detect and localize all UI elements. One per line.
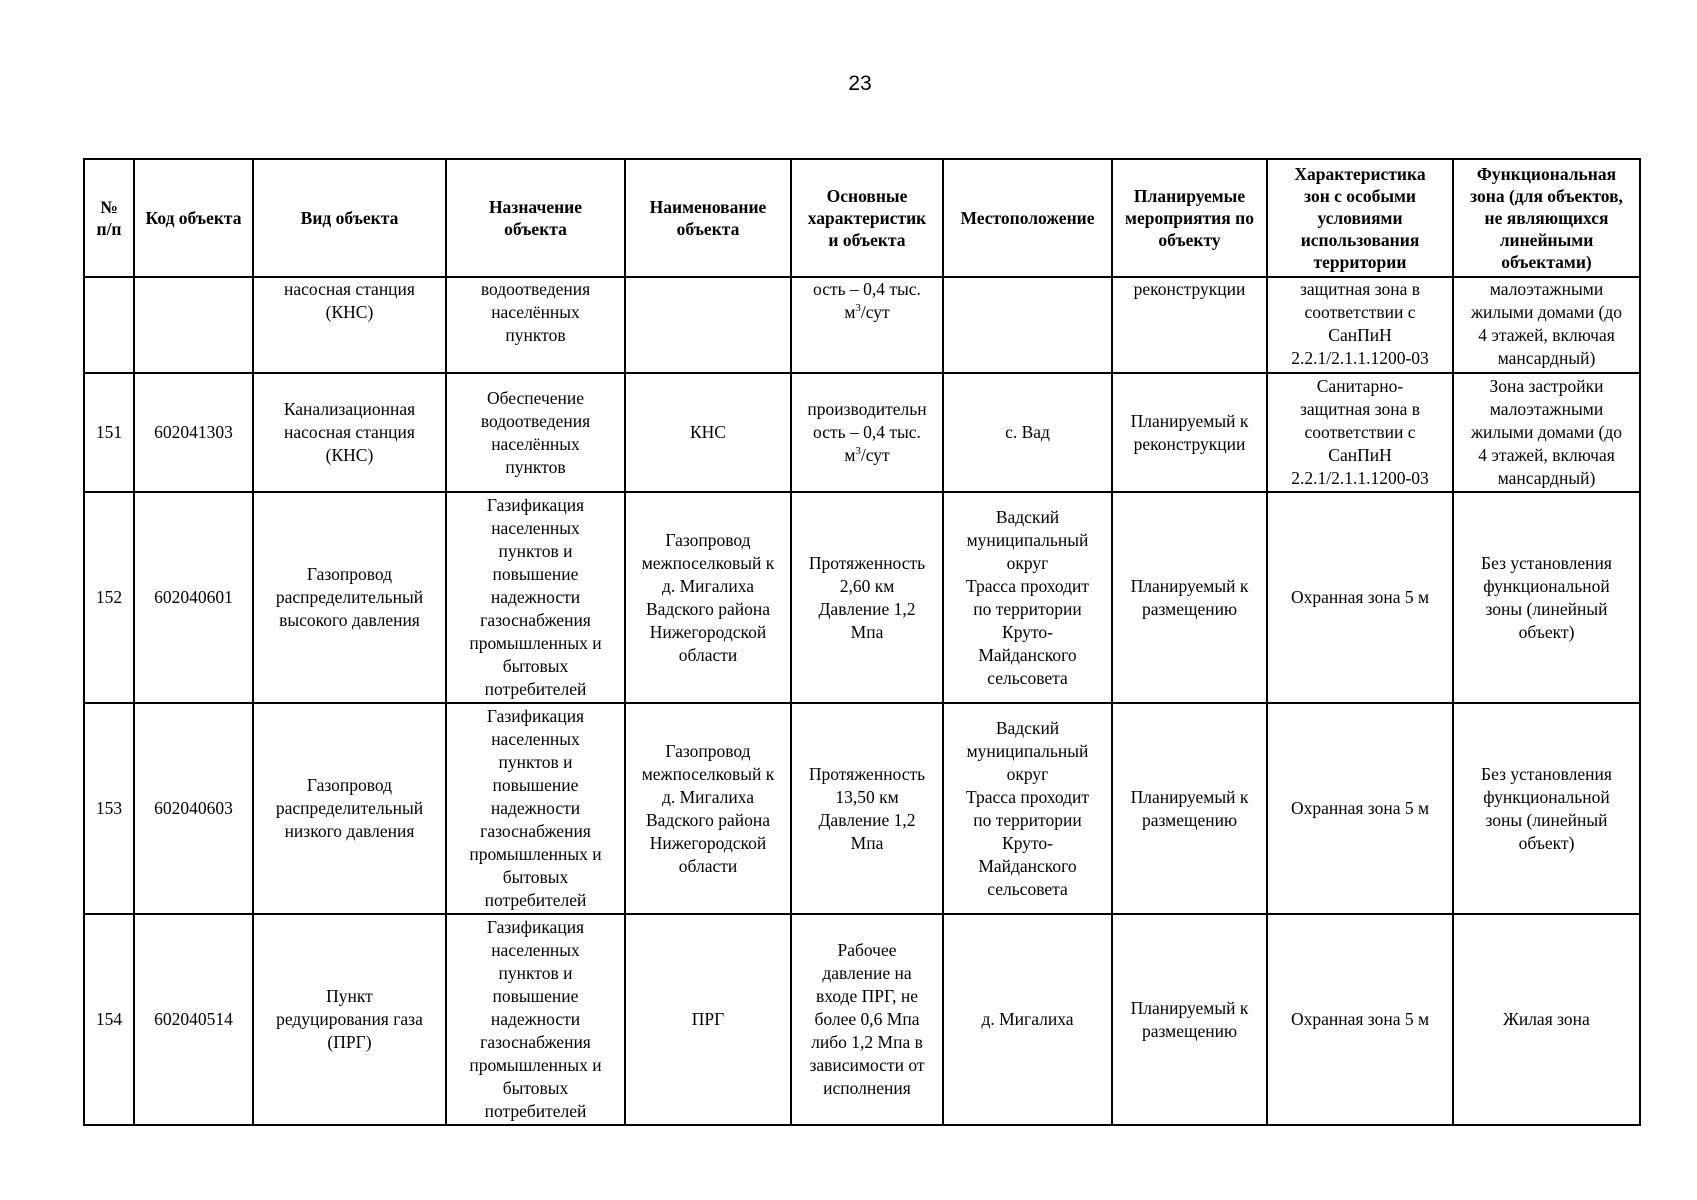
- objects-table: [83, 158, 1641, 1126]
- table-row: [84, 373, 1640, 492]
- cell-zones: Охранная зона 5 м: [1267, 492, 1453, 703]
- cell-code: 602040603: [134, 703, 253, 914]
- cell-zones: Охранная зона 5 м: [1267, 914, 1453, 1125]
- cell-characteristics: ость – 0,4 тыс. $м^3$/сут: [791, 277, 943, 373]
- cell-name: КНС: [625, 373, 791, 492]
- cell-purpose: Газификация населенных пунктов и повышение надежности газоснабжения промышленных и бытовых потребителей: [446, 914, 625, 1125]
- cell-num: 152: [84, 492, 134, 703]
- cell-measures: Планируемый к размещению: [1112, 914, 1267, 1125]
- cell-purpose: водоотведения населённых пунктов: [446, 277, 625, 373]
- cell-kind: Канализационная насосная станция (КНС): [253, 373, 446, 492]
- cell-characteristics: производительн ость – 0,4 тыс. $м^3$/сут: [791, 373, 943, 492]
- cell-kind: насосная станция (КНС): [253, 277, 446, 373]
- cell-measures: Планируемый к размещению: [1112, 492, 1267, 703]
- header-num: № п/п: [84, 159, 134, 277]
- cell-location: [943, 277, 1112, 373]
- cell-characteristics: Протяженность 13,50 км Давление 1,2 Мпа: [791, 703, 943, 914]
- cell-zones: Санитарно- защитная зона в соответствии с СанПиН 2.2.1/2.1.1.1200-03: [1267, 373, 1453, 492]
- header-location: Местоположение: [943, 159, 1112, 277]
- header-purpose: Назначение объекта: [446, 159, 625, 277]
- header-name: Наименование объекта: [625, 159, 791, 277]
- table-header-row: [84, 159, 1640, 277]
- cell-num: 154: [84, 914, 134, 1125]
- cell-name: [625, 277, 791, 373]
- header-measures: Планируемые мероприятия по объекту: [1112, 159, 1267, 277]
- table-row: [84, 703, 1640, 914]
- cell-name: Газопровод межпоселковый к д. Мигалиха Вадского района Нижегородской области: [625, 492, 791, 703]
- table-row: [84, 492, 1640, 703]
- header-kind: Вид объекта: [253, 159, 446, 277]
- table-row: [84, 914, 1640, 1125]
- cell-functional-zone: Жилая зона: [1453, 914, 1640, 1125]
- cell-characteristics: Рабочее давление на входе ПРГ, не более 0,6 Мпа либо 1,2 Мпа в зависимости от исполнения: [791, 914, 943, 1125]
- cell-kind: Пункт редуцирования газа (ПРГ): [253, 914, 446, 1125]
- cell-num: 153: [84, 703, 134, 914]
- cell-characteristics: Протяженность 2,60 км Давление 1,2 Мпа: [791, 492, 943, 703]
- cell-location: д. Мигалиха: [943, 914, 1112, 1125]
- cell-functional-zone: малоэтажными жилыми домами (до 4 этажей, включая мансардный): [1453, 277, 1640, 373]
- table-row-continuation: [84, 277, 1640, 373]
- cell-functional-zone: Без установления функциональной зоны (линейный объект): [1453, 703, 1640, 914]
- header-code: Код объекта: [134, 159, 253, 277]
- cell-measures: реконструкции: [1112, 277, 1267, 373]
- header-characteristics: Основные характеристик и объекта: [791, 159, 943, 277]
- header-zones: Характеристика зон с особыми условиями использования территории: [1267, 159, 1453, 277]
- cell-code: 602040514: [134, 914, 253, 1125]
- cell-purpose: Газификация населенных пунктов и повышение надежности газоснабжения промышленных и бытовых потребителей: [446, 492, 625, 703]
- cell-purpose: Обеспечение водоотведения населённых пунктов: [446, 373, 625, 492]
- cell-location: с. Вад: [943, 373, 1112, 492]
- cell-location: Вадский муниципальный округ Трасса проходит по территории Круто- Майданского сельсовета: [943, 492, 1112, 703]
- cell-kind: Газопровод распределительный высокого давления: [253, 492, 446, 703]
- cell-code: [134, 277, 253, 373]
- header-functional-zone: Функциональная зона (для объектов, не являющихся линейными объектами): [1453, 159, 1640, 277]
- cell-purpose: Газификация населенных пунктов и повышение надежности газоснабжения промышленных и бытовых потребителей: [446, 703, 625, 914]
- cell-num: [84, 277, 134, 373]
- cell-measures: Планируемый к реконструкции: [1112, 373, 1267, 492]
- cell-num: 151: [84, 373, 134, 492]
- cell-name: Газопровод межпоселковый к д. Мигалиха Вадского района Нижегородской области: [625, 703, 791, 914]
- cell-functional-zone: Зона застройки малоэтажными жилыми домами (до 4 этажей, включая мансардный): [1453, 373, 1640, 492]
- cell-measures: Планируемый к размещению: [1112, 703, 1267, 914]
- cell-kind: Газопровод распределительный низкого давления: [253, 703, 446, 914]
- cell-zones: защитная зона в соответствии с СанПиН 2.2.1/2.1.1.1200-03: [1267, 277, 1453, 373]
- cell-code: 602040601: [134, 492, 253, 703]
- cell-functional-zone: Без установления функциональной зоны (линейный объект): [1453, 492, 1640, 703]
- cell-name: ПРГ: [625, 914, 791, 1125]
- cell-zones: Охранная зона 5 м: [1267, 703, 1453, 914]
- cell-location: Вадский муниципальный округ Трасса проходит по территории Круто- Майданского сельсовета: [943, 703, 1112, 914]
- page-number: 23: [848, 72, 872, 95]
- cell-code: 602041303: [134, 373, 253, 492]
